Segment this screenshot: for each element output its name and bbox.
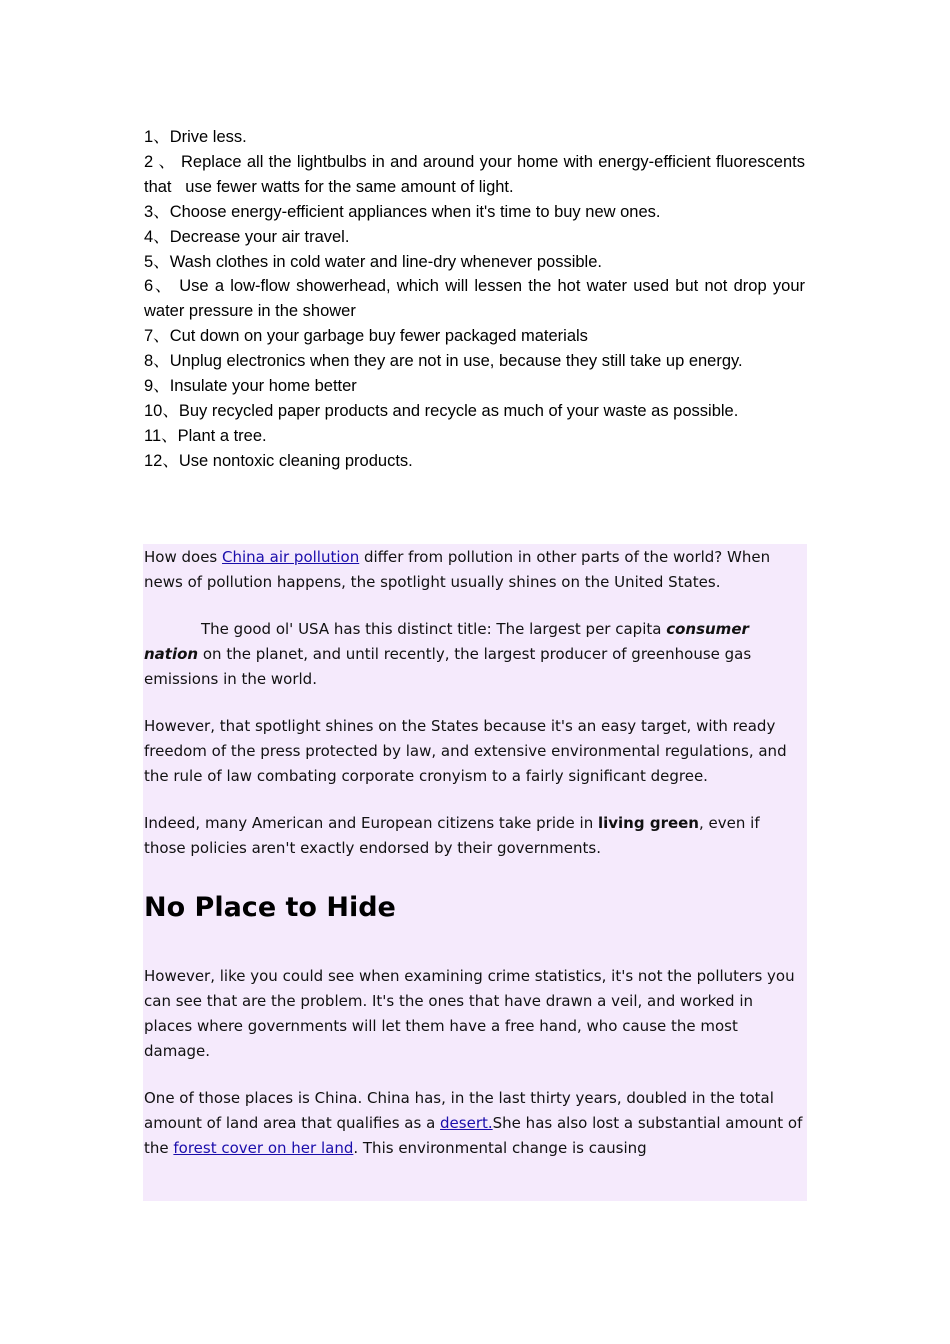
- item-text: Cut down on your garbage buy fewer packaged materials: [169, 327, 588, 346]
- list-item: [144, 399, 805, 424]
- item-number: 12、: [144, 451, 179, 470]
- forest-cover-link[interactable]: forest cover on her land: [173, 1139, 354, 1157]
- usa-paragraph: The good ol' USA has this distinct title: The largest per capita consumer nation on the planet, and until recently, the largest producer of greenhouse gas emissions in the world.: [144, 620, 752, 688]
- item-number: 6、: [144, 277, 180, 296]
- item-number: 8、: [144, 352, 170, 371]
- item-text: Buy recycled paper products and recycle as much of your waste as possible.: [178, 401, 739, 420]
- intro-paragraph: How does China air pollution differ from pollution in other parts of the world? When news of pollution happens, the spotlight usually shines on the United States.: [144, 548, 771, 591]
- consumer-nation-emphasis: consumer nation: [144, 620, 749, 663]
- item-number: 3、: [144, 202, 170, 221]
- polluters-paragraph: However, like you could see when examining crime statistics, it's not the polluters you can see that are the problem. It's the ones that have drawn a veil, and worked in places where governments will let them have a free hand, who cause the most damage.: [144, 967, 795, 1060]
- list-item: [144, 274, 805, 324]
- list-item: [144, 225, 805, 250]
- item-text: Plant a tree.: [177, 426, 267, 445]
- list-item: [144, 424, 805, 449]
- living-green-emphasis: living green: [597, 814, 699, 832]
- item-text: Replace all the lightbulbs in and around your home with energy-efficient fluorescents that use fewer watts for the same amount of light.: [144, 152, 810, 196]
- china-desert-paragraph: One of those places is China. China has, in the last thirty years, doubled in the total amount of land area that qualifies as a desert.She has also lost a substantial amount of the forest cover on her land. This environmental change is causing: [144, 1089, 803, 1157]
- spotlight-paragraph: However, that spotlight shines on the States because it's an easy target, with ready freedom of the press protected by law, and extensive environmental regulations, and the rule of law combating corporate cronyism to a fairly significant degree.: [144, 717, 787, 785]
- list-item: [144, 250, 805, 275]
- list-item: [144, 125, 805, 150]
- item-number: 1、: [144, 128, 170, 146]
- list-item: [144, 449, 805, 474]
- item-number: 7、: [144, 327, 170, 346]
- pasted-web-article: [143, 544, 807, 1201]
- item-text: Decrease your air travel.: [169, 227, 350, 246]
- list-item: [144, 150, 810, 200]
- item-number: 5、: [144, 252, 170, 271]
- china-air-pollution-link[interactable]: China air pollution: [222, 548, 360, 566]
- item-text: Choose energy-efficient appliances when it's time to buy new ones.: [169, 202, 661, 221]
- energy-tips-list: [144, 125, 810, 474]
- item-number: 4、: [144, 227, 170, 246]
- item-text: Wash clothes in cold water and line-dry whenever possible.: [169, 252, 602, 271]
- item-text: Drive less.: [169, 128, 247, 146]
- item-text: Insulate your home better: [169, 377, 357, 396]
- item-number: 11、: [144, 426, 178, 445]
- item-text: Use nontoxic cleaning products.: [178, 451, 413, 470]
- item-text: Unplug electronics when they are not in use, because they still take up energy.: [169, 352, 743, 371]
- section-heading: No Place to Hide: [144, 892, 396, 923]
- item-number: 9、: [144, 377, 170, 396]
- list-item: [144, 200, 805, 225]
- list-item: [144, 349, 805, 374]
- item-number: 2 、: [144, 152, 182, 171]
- item-number: 10、: [144, 401, 179, 420]
- list-item: [144, 324, 805, 349]
- desert-link[interactable]: desert.: [440, 1114, 493, 1132]
- item-text: Use a low-flow showerhead, which will lessen the hot water used but not drop your water pressure in the shower: [144, 277, 805, 321]
- list-item: [144, 374, 805, 399]
- living-green-paragraph: Indeed, many American and European citizens take pride in living green, even if those policies aren't exactly endorsed by their governments.: [144, 814, 760, 857]
